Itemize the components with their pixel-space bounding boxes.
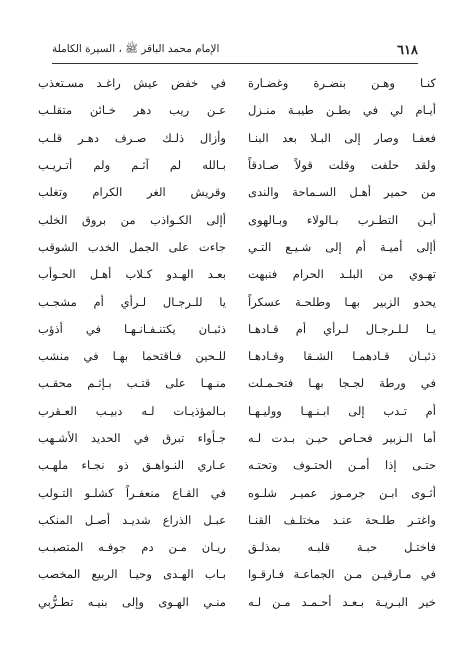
verse-first-hemistich: أإلى أميـة أم إلى شـيـع التـي (248, 239, 436, 254)
verse-line (38, 589, 438, 616)
verse-line (38, 206, 438, 233)
verse-second-hemistich: بـاب الهـدى وحيـا الربيع المخصب (38, 567, 226, 582)
running-title: الإمام محمد الباقر ﷺ ، السيرة الكاملة (52, 42, 220, 55)
verse-line (38, 452, 438, 479)
verse-second-hemistich: وأزال ذلـك صـرف دهـر قلـب (38, 130, 226, 145)
verse-line (38, 152, 438, 179)
verse-line (38, 425, 438, 452)
verse-second-hemistich: منـي الهـوى وإلى بنيـه تطـرُّبي (38, 594, 226, 609)
verse-second-hemistich: أإلى الكـواذب من بروق الخلب (38, 212, 226, 227)
verse-line (38, 234, 438, 261)
verse-first-hemistich: ذئبـان قـادهمـا الشـقا وقـادهـا (248, 349, 436, 364)
verse-first-hemistich: يـا لـلـرجـال لـرأي أم قـادهـا (248, 321, 436, 336)
verse-second-hemistich: بـالله لم آثـم ولم أتـريـب (38, 158, 226, 173)
verse-first-hemistich: من حمير أهـل السـماحة والندى (248, 185, 436, 200)
verse-second-hemistich: جاءت على الجمل الخدب الشوقب (38, 239, 226, 254)
verse-first-hemistich: يحدو الزبير بهـا وطلحـة عسكراً (248, 294, 436, 309)
verse-first-hemistich: أيـن التطـرب بـالولاء وبـالهوى (248, 212, 436, 227)
verse-second-hemistich: عـن ريب دهر خـائن متقلـب (38, 103, 226, 118)
verse-first-hemistich: أم تـدب إلى ابـنـهـا ووليـهـا (248, 403, 436, 418)
verse-line (38, 561, 438, 588)
verse-line (38, 261, 438, 288)
verse-second-hemistich: في القـاع منعفـراً كشلـو التـولب (38, 485, 226, 500)
verse-second-hemistich: عـاري النـواهـق ذو نجـاء ملهـب (38, 458, 226, 473)
verse-line (38, 70, 438, 97)
verse-first-hemistich: ولقد حلفت وقلت قولاً صـادقاً (248, 158, 436, 173)
verse-first-hemistich: أثـوى ابـن جرمـوز عميـر شلـوه (248, 485, 436, 500)
verse-second-hemistich: وقريش الغر الكرام وتغلب (38, 185, 226, 200)
verse-line (38, 288, 438, 315)
verse-first-hemistich: تهـوي من البلـد الحرام فنبهت (248, 267, 436, 282)
verse-line (38, 97, 438, 124)
verse-line (38, 534, 438, 561)
verse-line (38, 316, 438, 343)
verse-second-hemistich: عبـل الذراع شديـد أصـل المنكب (38, 512, 226, 527)
verse-line (38, 398, 438, 425)
verse-first-hemistich: أما الـزبير فحـاص حيـن بـدت لـه (248, 431, 436, 445)
header-rule (52, 63, 418, 64)
page-number: ٦١٨ (397, 42, 418, 58)
verse-first-hemistich: حتـى إذا أمـن الحتـوف وتحتـه (248, 458, 436, 473)
verse-second-hemistich: يا للـرجـال لـرأي أم مشجـب (38, 294, 226, 309)
verse-second-hemistich: بـالمؤذيـات لـه دبيـب العـقرب (38, 403, 226, 418)
verse-second-hemistich: منـهـا على قتـب بـإثـم محقـب (38, 376, 226, 391)
verse-first-hemistich: كنـا وهـن بنضـرة وغضـارة (248, 76, 436, 91)
verse-first-hemistich: فعفـا وصار إلى البـلا بعد البنـا (248, 130, 436, 145)
verse-second-hemistich: في خفض عيش راغـد مسـتعذب (38, 76, 226, 91)
verse-line (38, 343, 438, 370)
verse-first-hemistich: في ورطة لجـجا بهـا فتحـمـلت (248, 376, 436, 391)
verse-first-hemistich: خير البـريـة بـعـد أحـمـد مـن لـه (248, 594, 436, 609)
verse-first-hemistich: في مـارقيـن مـن الجماعـة فـارقـوا (248, 567, 436, 582)
verse-second-hemistich: جـأواء تبرق في الحديد الأشـهب (38, 431, 226, 445)
verse-line (38, 125, 438, 152)
verse-second-hemistich: ذئبـان يكتنـفـانـهـا في أذؤب (38, 321, 226, 336)
verse-line (38, 370, 438, 397)
page-header (52, 40, 418, 60)
poem (38, 70, 438, 616)
verse-second-hemistich: بعـد الهـدو كـلاب أهـل الحـوأب (38, 267, 226, 282)
verse-second-hemistich: للـحين فـاقتحما بهـا في منشب (38, 349, 226, 364)
verse-second-hemistich: ريـان مـن دم جوفـه المتصبـب (38, 540, 226, 555)
verse-line (38, 507, 438, 534)
verse-first-hemistich: أيـام لي في بطـن طيبـة منـزل (248, 103, 436, 118)
verse-line (38, 179, 438, 206)
verse-first-hemistich: واغتـر طلـحة عنـد مختلـف القنـا (248, 512, 436, 527)
verse-first-hemistich: فاختـل حبـة قلبـه بمذلـق (248, 540, 436, 555)
verse-line (38, 479, 438, 506)
